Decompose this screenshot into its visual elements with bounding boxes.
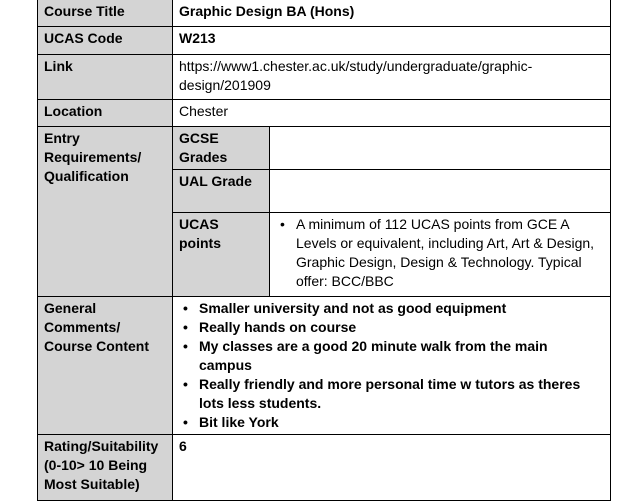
ucas-code-value: W213 (173, 27, 611, 55)
row-comments (38, 297, 611, 435)
ucas-points-value (270, 213, 611, 297)
course-info-table (37, 0, 611, 501)
course-title-label: Course Title (38, 0, 173, 27)
rating-value: 6 (173, 435, 611, 501)
row-link (38, 55, 611, 100)
location-value: Chester (173, 100, 611, 127)
list-item: • My classes are a good 20 minute walk from the main campus (179, 337, 604, 375)
gcse-grades-value (270, 127, 611, 170)
list-item: • Smaller university and not as good equipment (179, 299, 604, 318)
ual-grade-label: UAL Grade (173, 170, 270, 213)
ual-grade-value (270, 170, 611, 213)
ucas-code-label: UCAS Code (38, 27, 173, 55)
link-value: https://www1.chester.ac.uk/study/undergraduate/graphic-design/201909 (173, 55, 611, 100)
row-rating (38, 435, 611, 501)
row-ucas-code (38, 27, 611, 55)
list-item: • Bit like York (179, 413, 604, 432)
rating-label: Rating/Suitability (0-10> 10 Being Most Suitable) (38, 435, 173, 501)
location-label: Location (38, 100, 173, 127)
link-label: Link (38, 55, 173, 100)
comments-label: General Comments/ Course Content (38, 297, 173, 435)
list-item: • Really hands on course (179, 318, 604, 337)
list-item: • A minimum of 112 UCAS points from GCE A Levels or equivalent, including Art, Art & Design, Graphic Design, Design & Technology. Typical offer: BCC/BBC (276, 215, 604, 291)
row-course-title (38, 0, 611, 27)
course-title-value: Graphic Design BA (Hons) (173, 0, 611, 27)
gcse-grades-label: GCSE Grades (173, 127, 270, 170)
ucas-points-label: UCAS points (173, 213, 270, 297)
row-entry-gcse (38, 127, 611, 170)
comments-value (173, 297, 611, 435)
list-item: • Really friendly and more personal time w tutors as theres lots less students. (179, 375, 604, 413)
comments-list (179, 299, 604, 432)
ucas-points-list (276, 215, 604, 291)
row-location (38, 100, 611, 127)
entry-requirements-label: Entry Requirements/ Qualification (38, 127, 173, 297)
